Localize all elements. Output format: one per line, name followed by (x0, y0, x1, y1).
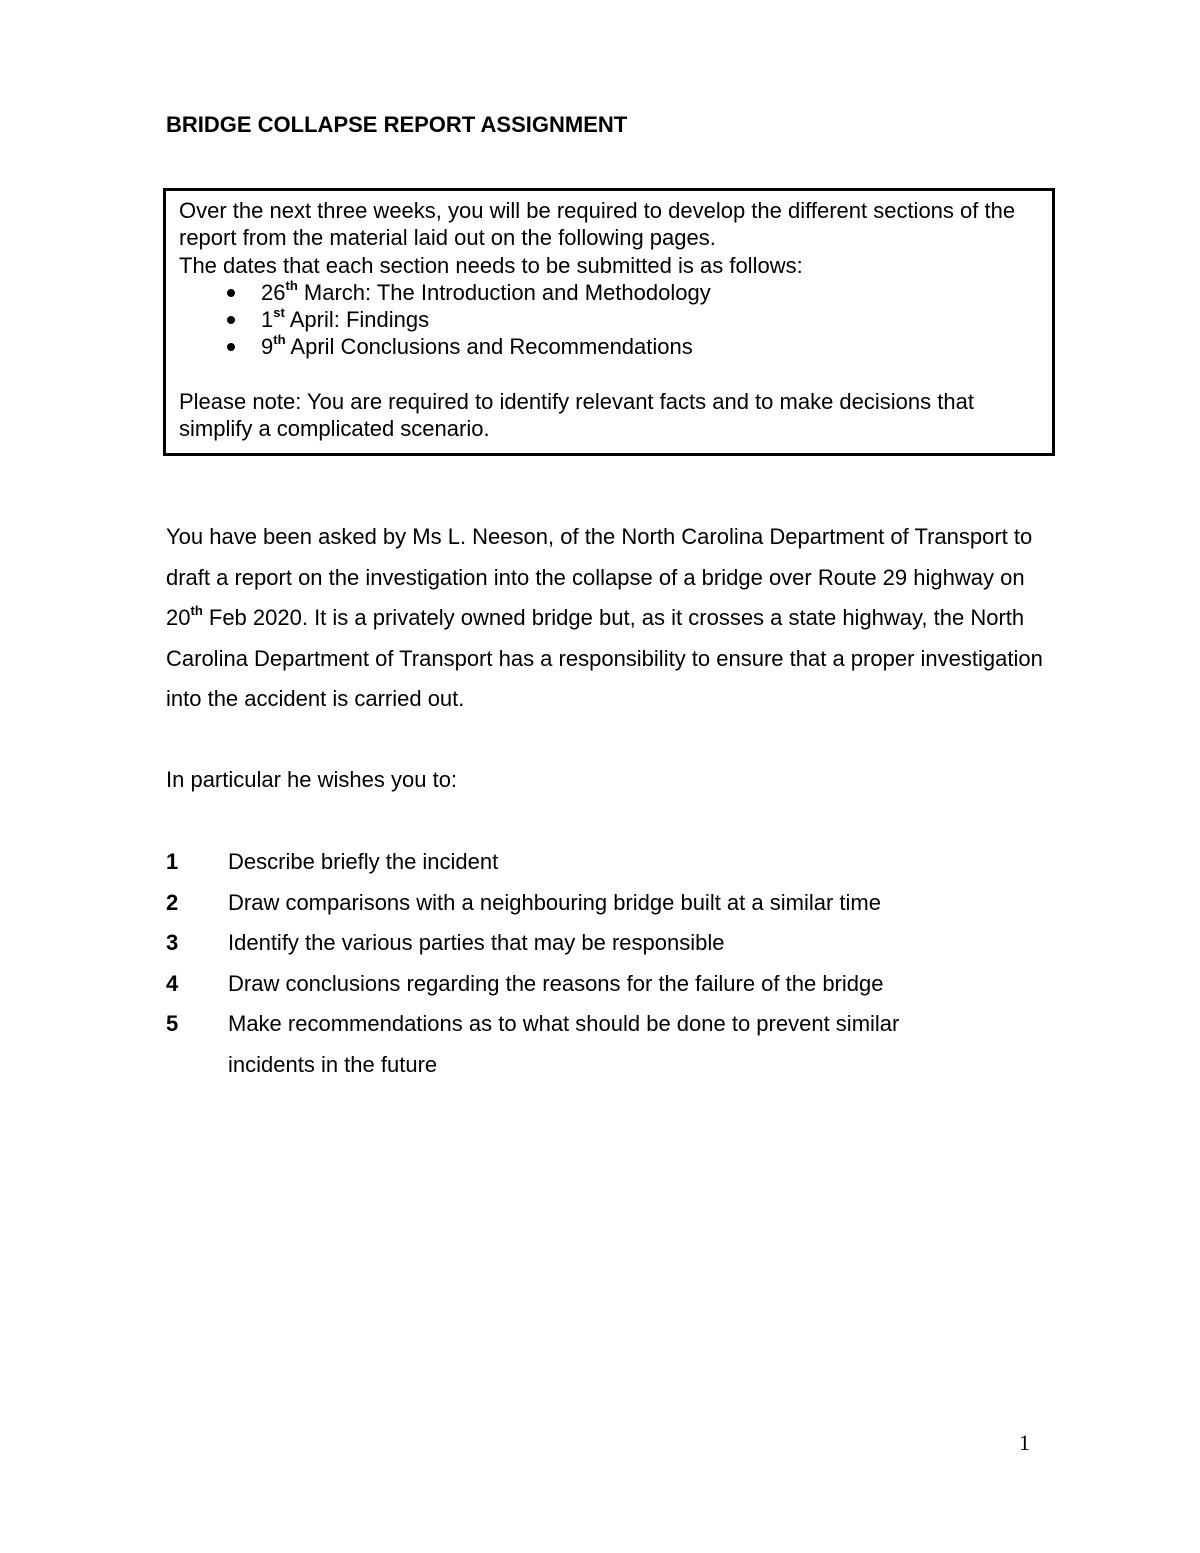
task-text: Make recommendations as to what should be done to prevent similar incidents in the future (228, 1011, 900, 1077)
document-title: BRIDGE COLLAPSE REPORT ASSIGNMENT (166, 112, 628, 137)
notice-note: Please note: You are required to identify relevant facts and to make decisions that simplify a complicated scenario. (179, 388, 974, 442)
task-item (166, 964, 986, 1005)
spacer (179, 361, 1040, 388)
deadline-day: 26 (261, 279, 286, 305)
deadline-item (215, 333, 1040, 360)
deadline-suffix: th (285, 277, 298, 293)
task-list (166, 842, 986, 1085)
body-text-part2: Feb 2020. It is a privately owned bridge but, as it crosses a state highway, the North Carolina Department of Transport has a responsibility to ensure that a proper investigation into the accident is carried out. (166, 605, 1043, 712)
task-number: 3 (166, 930, 179, 955)
assignment-notice-box (163, 188, 1055, 456)
task-lead-text: In particular he wishes you to: (166, 767, 458, 792)
task-item (166, 883, 986, 924)
task-number: 1 (166, 849, 179, 874)
task-number: 5 (166, 1011, 179, 1036)
deadline-day: 1 (261, 307, 274, 333)
bullet-icon (227, 289, 235, 297)
body-text-part1: You have been asked by Ms L. Neeson, of the North Carolina Department of Transport to draft a report on the investigation into the collapse of a bridge over Route 29 highway on 20 (166, 524, 1033, 631)
bullet-icon (227, 343, 235, 351)
body-paragraph (166, 517, 1046, 720)
task-text: Draw comparisons with a neighbouring bridge built at a similar time (228, 889, 881, 915)
deadline-suffix: th (273, 332, 286, 348)
task-number: 4 (166, 970, 179, 996)
body-date-suffix: th (190, 602, 203, 618)
page-number: 1 (1019, 1430, 1030, 1455)
task-text: Describe briefly the incident (228, 849, 499, 874)
task-text: Identify the various parties that may be responsible (228, 930, 725, 955)
notice-dates-lead: The dates that each section needs to be submitted is as follows: (179, 252, 803, 278)
task-item (166, 923, 986, 964)
deadline-suffix: st (273, 304, 285, 320)
bullet-icon (227, 316, 235, 324)
deadline-item (215, 306, 1040, 333)
task-number: 2 (166, 889, 179, 915)
task-item (166, 842, 986, 883)
task-item (166, 1004, 986, 1085)
deadline-item (215, 279, 1040, 306)
deadline-text: April Conclusions and Recommendations (285, 334, 693, 360)
deadline-text: April: Findings (284, 307, 430, 333)
notice-intro: Over the next three weeks, you will be required to develop the different sections of the report from the material laid out on the following pages. (179, 198, 1016, 251)
deadline-text: March: The Introduction and Methodology (297, 279, 711, 305)
deadline-day: 9 (261, 334, 274, 360)
task-text: Draw conclusions regarding the reasons for the failure of the bridge (228, 970, 884, 996)
deadline-list (179, 279, 1040, 361)
